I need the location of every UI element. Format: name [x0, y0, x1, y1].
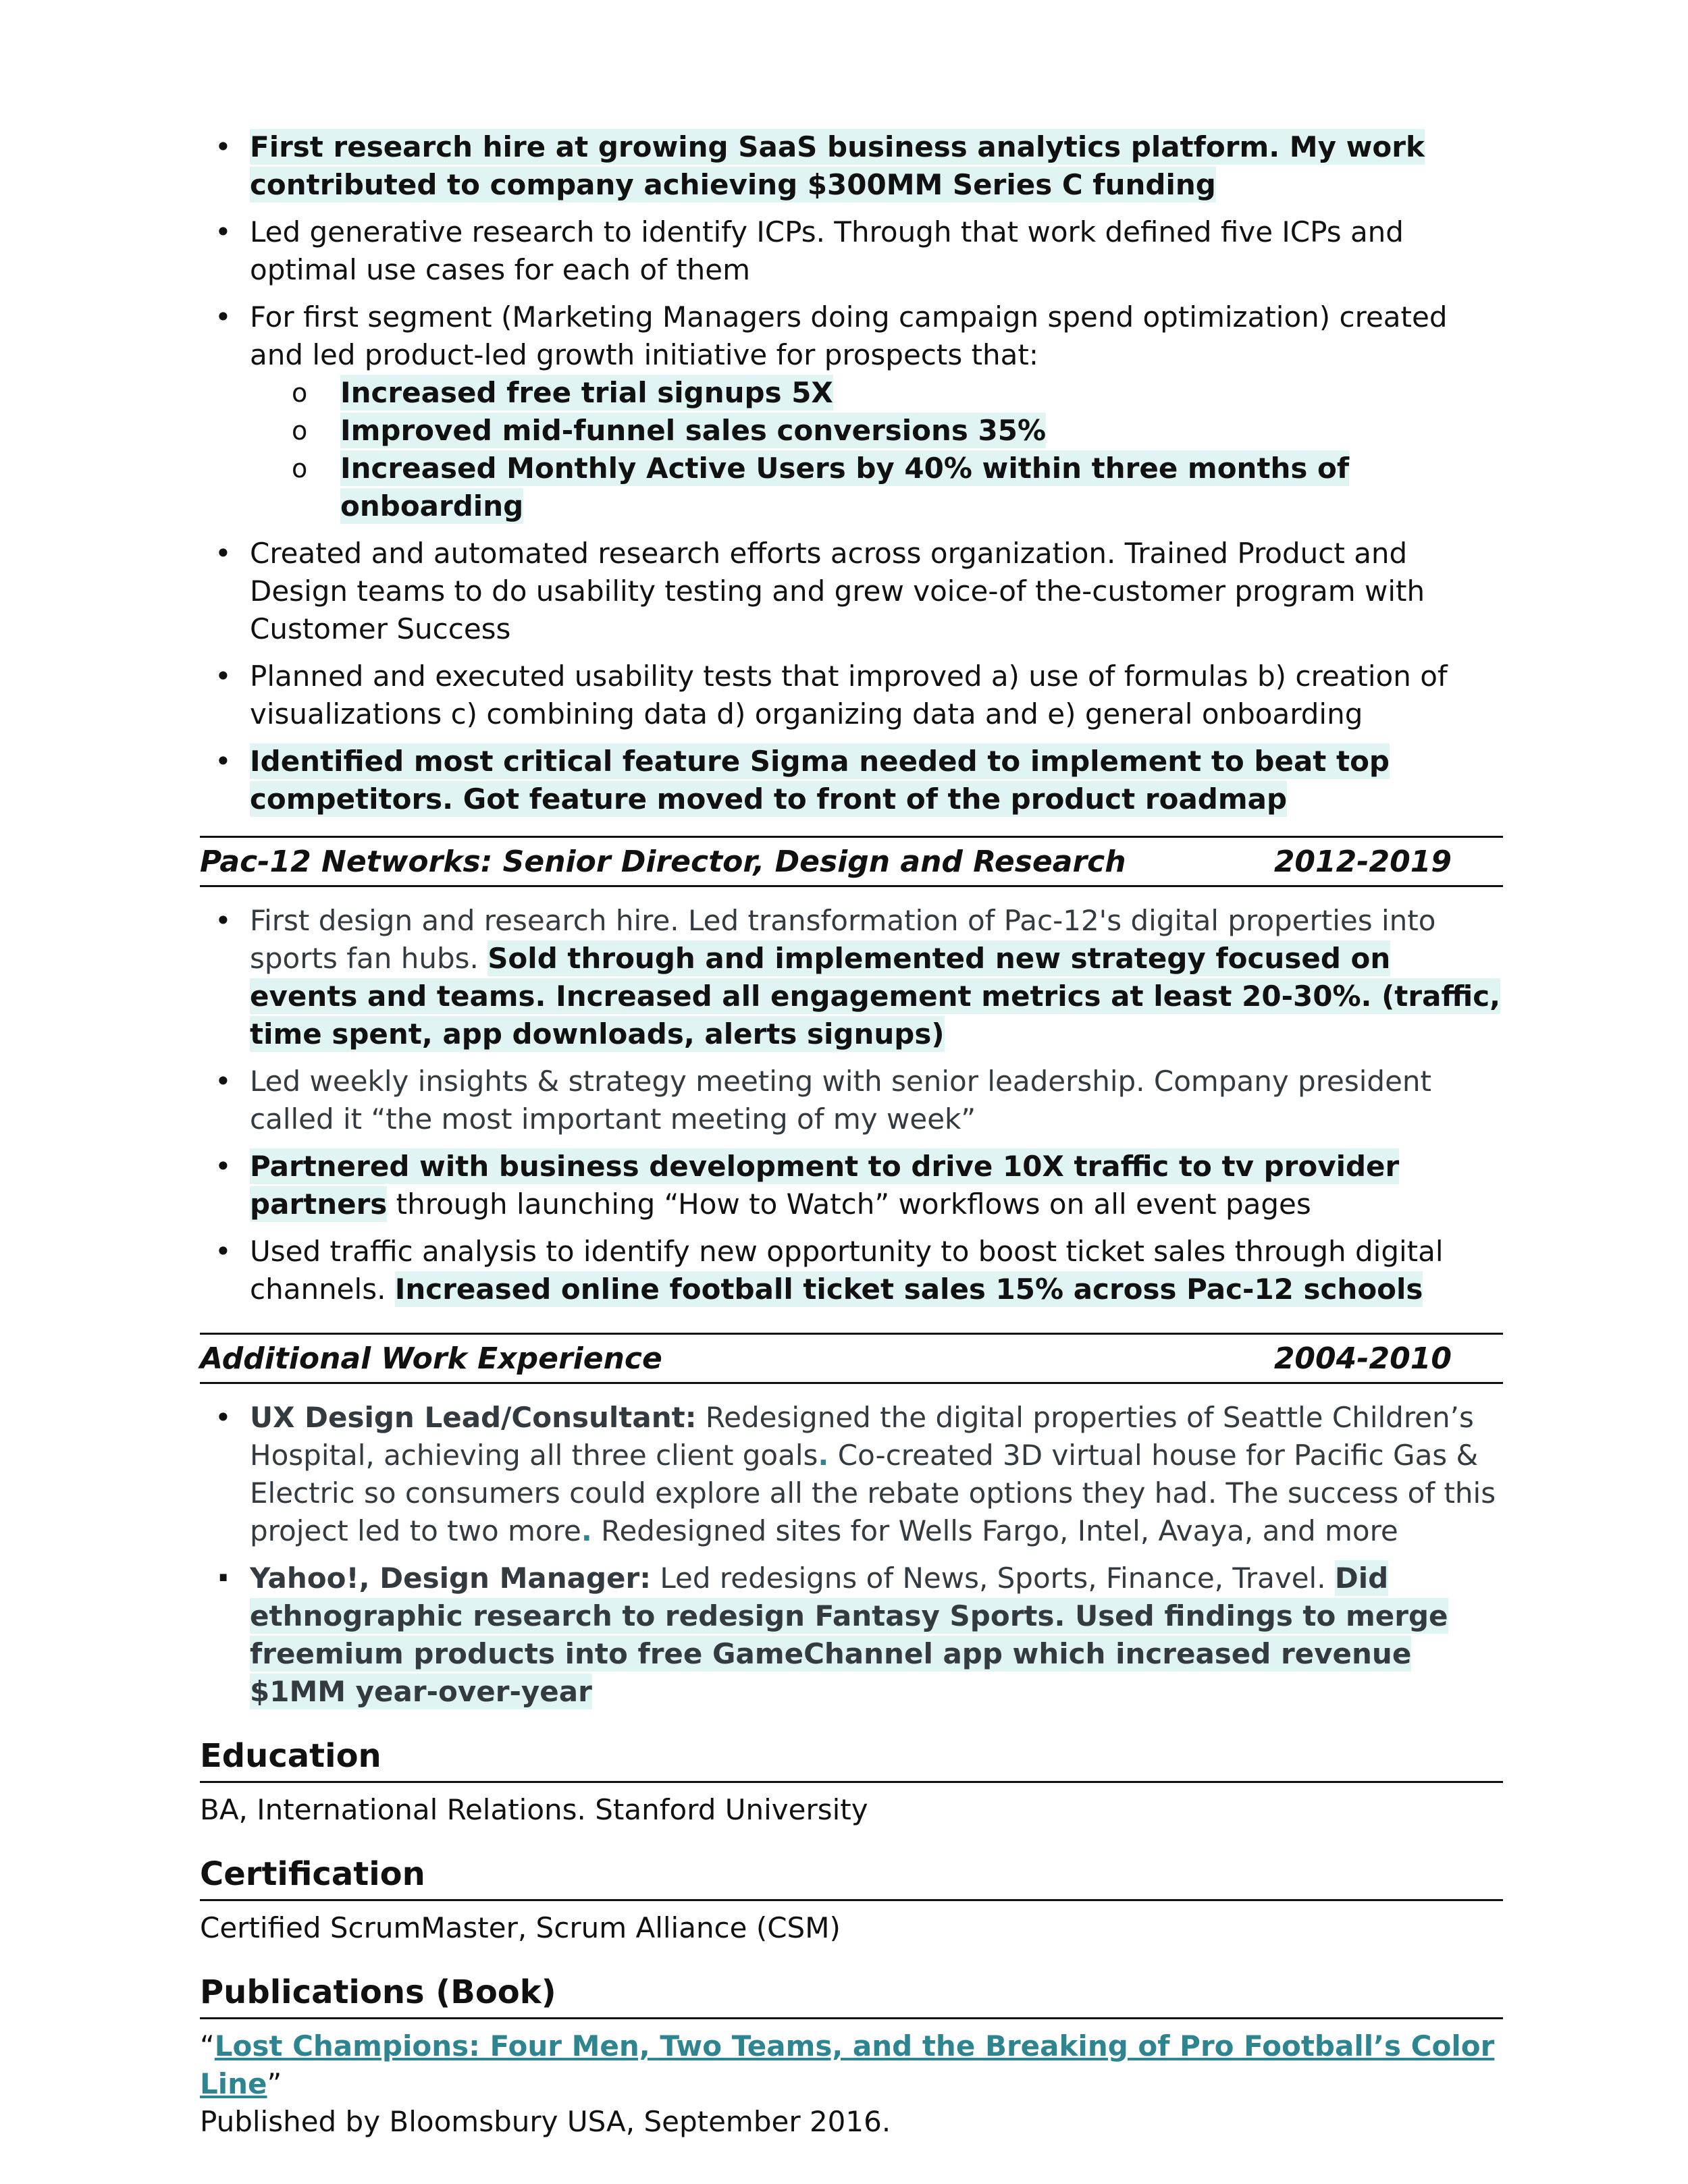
bullet-text: Planned and executed usability tests that improved a) use of formulas b) creation of visualizations c) combining data d) organizing data and e) general onboarding — [250, 660, 1448, 730]
teal-dot: . — [818, 1439, 829, 1472]
bullet-text: Led redesigns of News, Sports, Finance, Travel. — [651, 1562, 1335, 1595]
bullet-text: Redesigned the digital properties of Seattle Children’s Hospital, achieving all three client goals — [250, 1401, 1474, 1472]
highlighted-text: Increased online football ticket sales 15% across Pac-12 schools — [394, 1273, 1423, 1306]
list-item — [200, 298, 1503, 525]
book-title-link[interactable]: Lost Champions: Four Men, Two Teams, and the Breaking of Pro Football’s Color Line — [200, 2029, 1495, 2100]
job-header-additional — [200, 1333, 1503, 1384]
role-label: UX Design Lead/Consultant: — [250, 1401, 697, 1434]
role-label: Yahoo!, Design Manager: — [250, 1562, 652, 1595]
publisher-text: Published by Bloomsbury USA, September 2016. — [200, 2105, 891, 2138]
open-quote: “ — [200, 2029, 215, 2062]
bullet-text: Led weekly insights & strategy meeting with senior leadership. Company president called it “the most important meeting of my week” — [250, 1065, 1432, 1136]
bullet-text: through launching “How to Watch” workflows on all event pages — [387, 1188, 1311, 1221]
teal-dot: . — [581, 1514, 592, 1547]
bullet-text: Led generative research to identify ICPs. Through that work defined five ICPs and optimal use cases for each of them — [250, 215, 1404, 286]
highlighted-text: Did ethnographic research to redesign Fantasy Sports. Used findings to merge freemium products into free GameChannel app which increased revenue $1MM year-over-year — [250, 1562, 1448, 1708]
job-title: Pac-12 Networks: Senior Director, Design and Research — [200, 845, 1126, 879]
job-header-pac12 — [200, 836, 1503, 887]
resume-content — [200, 128, 1503, 2141]
highlighted-text: Sold through and implemented new strategy focused on events and teams. Increased all engagement metrics at least 20-30%. (traffic, time spent, app downloads, alerts signups) — [250, 942, 1501, 1050]
highlighted-text: Identified most critical feature Sigma needed to implement to beat top competitors. Got feature moved to front of the product roadmap — [250, 745, 1390, 816]
job-years: 2004-2010 — [1273, 1341, 1452, 1376]
list-item — [200, 743, 1503, 818]
sub-bullet-list — [250, 374, 1503, 525]
publication-line — [200, 2027, 1503, 2103]
bullet-text: Created and automated research efforts across organization. Trained Product and Design teams to do usability testing and grew voice-of the-customer program with Customer Success — [250, 537, 1425, 645]
list-item — [200, 1148, 1503, 1223]
section-title-certification: Certification — [200, 1852, 1503, 1901]
additional-bullet-list — [200, 1399, 1503, 1711]
job-years: 2012-2019 — [1273, 845, 1452, 879]
bullet-text: Used traffic analysis to identify new opportunity to boost ticket sales through digital channels. — [250, 1235, 1444, 1306]
close-quote: ” — [267, 2067, 282, 2100]
highlighted-text: Improved mid-funnel sales conversions 35% — [340, 414, 1047, 447]
list-item — [200, 658, 1503, 733]
bullet-text: First design and research hire. Led transformation of Pac-12's digital properties into sports fan hubs. — [250, 904, 1436, 975]
section-title-education: Education — [200, 1734, 1503, 1783]
education-text: BA, International Relations. Stanford University — [200, 1793, 868, 1826]
list-item — [200, 1560, 1503, 1711]
highlighted-text: First research hire at growing SaaS business analytics platform. My work contributed to company achieving $300MM Series C funding — [250, 130, 1425, 201]
bullet-text: Co-created 3D virtual house for Pacific Gas & Electric so consumers could explore all the rebate options they had. The success of this project led to two more — [250, 1439, 1496, 1547]
pac12-bullet-list — [200, 902, 1503, 1308]
list-item — [200, 1233, 1503, 1308]
list-item — [200, 213, 1503, 289]
sub-list-item — [250, 412, 1503, 450]
bullet-text: For first segment (Marketing Managers doing campaign spend optimization) created and led product-led growth initiative for prospects that: — [250, 300, 1448, 371]
sub-list-item — [250, 374, 1503, 412]
section-title-publications: Publications (Book) — [200, 1970, 1503, 2019]
sub-list-item — [250, 450, 1503, 525]
list-item — [200, 1063, 1503, 1138]
bullet-text: Redesigned sites for Wells Fargo, Intel, Avaya, and more — [591, 1514, 1398, 1547]
highlighted-text: Increased Monthly Active Users by 40% within three months of onboarding — [340, 452, 1350, 523]
list-item — [200, 128, 1503, 204]
highlighted-text: Increased free trial signups 5X — [340, 376, 833, 409]
sigma-bullet-list — [200, 128, 1503, 818]
list-item — [200, 535, 1503, 648]
list-item — [200, 902, 1503, 1053]
highlighted-text: Partnered with business development to drive 10X traffic to tv provider partners — [250, 1150, 1400, 1221]
job-title: Additional Work Experience — [200, 1341, 662, 1376]
certification-text: Certified ScrumMaster, Scrum Alliance (CSM) — [200, 1911, 841, 1944]
list-item — [200, 1399, 1503, 1550]
